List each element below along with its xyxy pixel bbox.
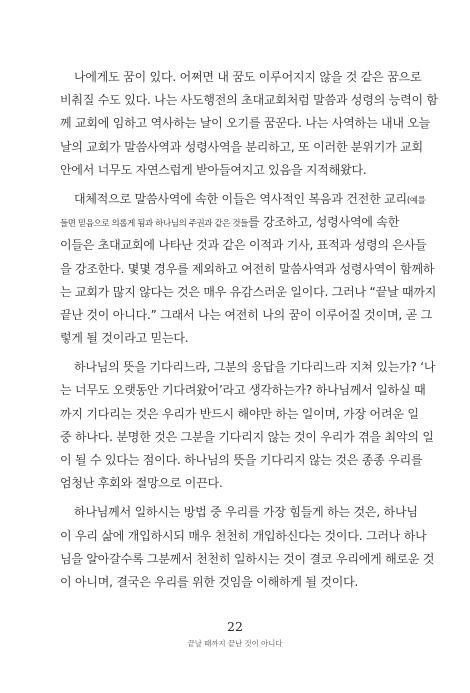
text-line: 날의 교회가 말씀사역과 성령사역을 분리하고, 또 이러한 분위기가 교회 <box>60 139 423 154</box>
text-line: 님을 알아갈수록 그분께서 천천히 일하시는 것이 결코 우리에게 해로운 것 <box>60 551 435 566</box>
text-line-rest: 를 강조하고, 성령사역에 속한 <box>247 215 400 230</box>
text-line: 까지 기다리는 것은 우리가 반드시 해야만 하는 일이며, 가장 어려운 일 <box>60 406 419 421</box>
text-line-main: 대체적으로 말씀사역에 속한 이들은 역사적인 복음과 건전한 교리 <box>74 191 407 206</box>
running-footer-title: 끝날 때까지 끝난 것이 아니다 <box>187 639 283 648</box>
text-line: 이들은 초대교회에 나타난 것과 같은 이적과 기사, 표적과 성령의 은사들 <box>60 238 427 253</box>
text-line: 하나님의 뜻을 기다리느라, 그분의 응답을 기다리느라 지쳐 있는가? ‘나 <box>74 360 436 375</box>
paragraph-3 <box>60 356 436 495</box>
text-line: 중 하나다. 분명한 것은 그분을 기다리지 않는 것이 우리가 겪을 최악의 일 <box>60 429 434 444</box>
inline-note-open: (예를 <box>406 195 426 206</box>
text-line: 는 너무도 오랫동안 기다려왔어’라고 생각하는가? 하나님께서 일하실 때 <box>60 383 426 398</box>
text-line <box>60 188 426 211</box>
paragraph-4 <box>60 501 435 594</box>
text-line <box>60 211 412 234</box>
paragraph-2 <box>60 188 437 350</box>
text-line: 안에서 너무도 자연스럽게 받아들여지고 있음을 지적해왔다. <box>60 162 367 177</box>
paragraph-1 <box>60 66 438 182</box>
text-line: 끝난 것이 아니다.” 그래서 나는 여전히 나의 꿈이 이루어질 것이며, 곧 그 <box>60 307 432 322</box>
text-line: 비춰질 수도 있다. 나는 사도행전의 초대교회처럼 말씀과 성령의 능력이 함 <box>60 93 438 108</box>
text-line: 이 될 수 있다는 점이다. 하나님의 뜻을 기다리지 않는 것은 종종 우리를 <box>60 453 423 467</box>
text-line: 엄청난 후회와 절망으로 이끈다. <box>60 476 223 491</box>
body-text <box>60 66 438 594</box>
inline-note: 들면 믿음으로 의롭게 됨과 하나님의 주권과 같은 것들 <box>60 219 248 230</box>
page-number: 22 <box>227 619 243 634</box>
text-line: 이 우리 삶에 개입하시되 매우 천천히 개입하신다는 것이다. 그러나 하나 <box>60 528 427 543</box>
text-line: 께 교회에 임하고 역사하는 날이 오기를 꿈꾼다. 나는 사역하는 내내 오늘 <box>60 116 431 131</box>
text-line: 나에게도 꿈이 있다. 어쩌면 내 꿈도 이루어지지 않을 것 같은 꿈으로 <box>74 70 422 84</box>
text-line: 는 교회가 많지 않다는 것은 매우 유감스러운 일이다. 그러나 “끝날 때까지 <box>60 284 437 299</box>
text-line: 렇게 될 것이라고 믿는다. <box>60 331 189 346</box>
text-line: 을 강조한다. 몇몇 경우를 제외하고 여전히 말씀사역과 성령사역이 함께하 <box>60 261 435 276</box>
text-line: 하나님께서 일하시는 방법 중 우리를 가장 힘들게 하는 것은, 하나님 <box>74 505 418 520</box>
text-line: 이 아니며, 결국은 우리를 위한 것임을 이해하게 될 것이다. <box>60 574 359 589</box>
